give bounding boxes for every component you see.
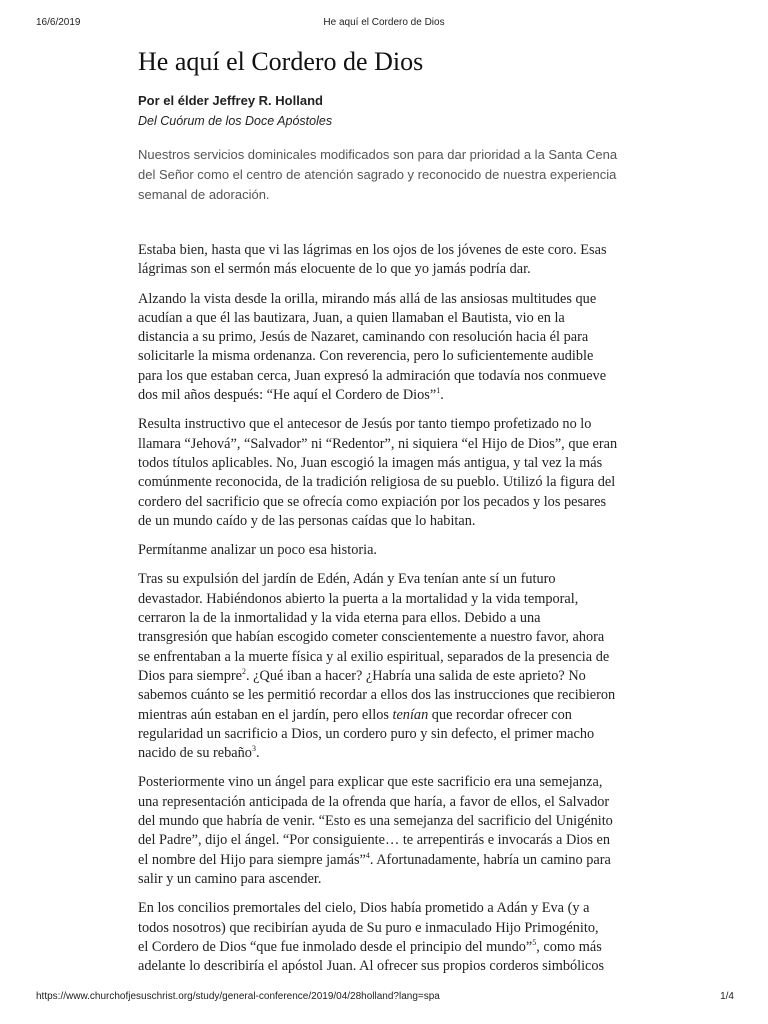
footnote-ref[interactable]: 2	[242, 667, 247, 677]
paragraph-line: solicitarle la misma ordenanza. Con reverencia, pero lo suficientemente audible	[138, 348, 594, 365]
paragraph-line: salir y un camino para ascender.	[138, 870, 322, 887]
footnote-ref[interactable]: 1	[436, 386, 441, 396]
print-page-number: 1/4	[720, 991, 734, 1002]
footnote-ref[interactable]: 5	[532, 938, 537, 948]
kicker-line: Nuestros servicios dominicales modificados son para dar prioridad a la Santa Cena	[138, 147, 618, 162]
paragraph-line: transgresión que habían escogido cometer conscientemente a nuestro favor, ahora	[138, 629, 605, 646]
footnote-ref[interactable]: 4	[365, 850, 370, 860]
footnote-ref[interactable]: 3	[251, 744, 256, 754]
paragraph-line: mientras aún estaban en el jardín, pero ellos tenían que recordar ofrecer con	[138, 706, 572, 723]
print-date: 16/6/2019	[36, 17, 81, 28]
body-paragraph	[138, 290, 738, 406]
paragraph-line: Tras su expulsión del jardín de Edén, Adán y Eva tenían ante sí un futuro	[138, 571, 556, 588]
paragraph-line: todos títulos aplicables. No, Juan escogió la imagen más antigua, y tal vez la más	[138, 454, 603, 471]
author-calling: Del Cuórum de los Doce Apóstoles	[138, 114, 333, 128]
paragraph-line: cerraron la de la inmortalidad y la vida eterna para ellos. Debido a una	[138, 610, 541, 627]
paragraph-line: el nombre del Hijo para siempre jamás”$^4$. Afortunadamente, habría un camino para	[138, 850, 611, 868]
paragraph-line: para los que estaban cerca, Juan expresó la admiración que todavía nos conmueve	[138, 367, 607, 384]
paragraph-line: Alzando la vista desde la orilla, mirando más allá de las ansiosas multitudes que	[138, 290, 597, 307]
print-doc-title: He aquí el Cordero de Dios	[323, 17, 445, 28]
paragraph-line: del Padre”, dijo el ángel. “Por consiguiente… te arrepentirás e invocarás a Dios en	[138, 832, 611, 849]
kicker-line: semanal de adoración.	[138, 187, 270, 202]
paragraph-line: Dios para siempre$^2$. ¿Qué iban a hacer? ¿Habría una salida de este aprieto? No	[138, 667, 586, 684]
print-url: https://www.churchofjesuschrist.org/study/general-conference/2019/04/28holland?lang=spa	[36, 991, 440, 1002]
paragraph-line: se enfrentaban a la muerte física y al exilio espiritual, separados de la presencia de	[138, 648, 610, 665]
author-name: Por el élder Jeffrey R. Holland	[138, 93, 323, 108]
paragraph-line: acudían a que él las bautizara, Juan, a quien llamaban el Bautista, vio en la	[138, 309, 565, 326]
kicker-line: del Señor como el centro de atención sagrado y reconocido de nuestra experiencia	[138, 167, 617, 182]
paragraph-line: distancia a su primo, Jesús de Nazaret, caminando con resolución hacia él para	[138, 329, 589, 346]
paragraph-line: llamara “Jehová”, “Salvador” ni “Redentor”, ni siquiera “el Hijo de Dios”, que eran	[138, 435, 618, 452]
body-paragraph	[138, 570, 738, 763]
article	[138, 45, 738, 986]
paragraph-line: nacido de su rebaño$^3$.	[138, 744, 260, 762]
paragraph-line: Permítanme analizar un poco esa historia.	[138, 542, 377, 559]
body-paragraph	[138, 415, 738, 531]
body-paragraph	[138, 241, 738, 280]
emphasis: tenían	[392, 706, 429, 723]
article-body	[138, 241, 738, 976]
paragraph-line: adelante lo describiría el apóstol Juan. Al ofrecer sus propios corderos simbólicos	[138, 958, 605, 975]
body-paragraph	[138, 773, 738, 889]
paragraph-line: sabemos cuánto se les permitió recordar a ellos dos las instrucciones que recibieron	[138, 687, 616, 704]
paragraph-line: dos mil años después: “He aquí el Cordero de Dios”$^1$.	[138, 386, 444, 404]
author-block	[138, 91, 738, 131]
paragraph-line: cordero del sacrificio que se ofrecía como expiación por los pecados y los pesares	[138, 493, 607, 510]
body-paragraph	[138, 899, 738, 976]
paragraph-line: devastador. Habiéndonos abierto la puerta a la mortalidad y la vida temporal,	[138, 590, 579, 607]
paragraph-line: lágrimas son el sermón más elocuente de lo que yo jamás podría dar.	[138, 261, 531, 278]
paragraph-line: del mundo que habría de venir. “Esto es una semejanza del sacrificio del Unigénito	[138, 813, 613, 830]
paragraph-line: Resulta instructivo que el antecesor de Jesús por tanto tiempo profetizado no lo	[138, 416, 592, 433]
body-paragraph	[138, 541, 738, 560]
paragraph-line: todos nosotros) que recibirían ayuda de Su puro e inmaculado Hijo Primogénito,	[138, 919, 599, 936]
paragraph-line: Posteriormente vino un ángel para explicar que este sacrificio era una semejanza,	[138, 774, 603, 791]
paragraph-line: de un mundo caído y de las personas caídas que lo habitan.	[138, 512, 476, 529]
paragraph-line: comúnmente reconocida, de la tradición religiosa de su pueblo. Utilizó la figura del	[138, 474, 616, 491]
paragraph-line: el Cordero de Dios “que fue inmolado desde el principio del mundo”$^5$, como más	[138, 938, 602, 955]
paragraph-line: Estaba bien, hasta que vi las lágrimas en los ojos de los jóvenes de este coro. Esas	[138, 242, 607, 258]
paragraph-line: En los concilios premortales del cielo, Dios había prometido a Adán y Eva (y a	[138, 900, 590, 917]
paragraph-line: una representación anticipada de la ofrenda que haría, a favor de ellos, el Salvador	[138, 793, 610, 810]
article-title: He aquí el Cordero de Dios	[138, 47, 424, 76]
kicker	[138, 145, 738, 205]
paragraph-line: regularidad un sacrificio a Dios, un cordero puro y sin defecto, el primer macho	[138, 725, 595, 742]
